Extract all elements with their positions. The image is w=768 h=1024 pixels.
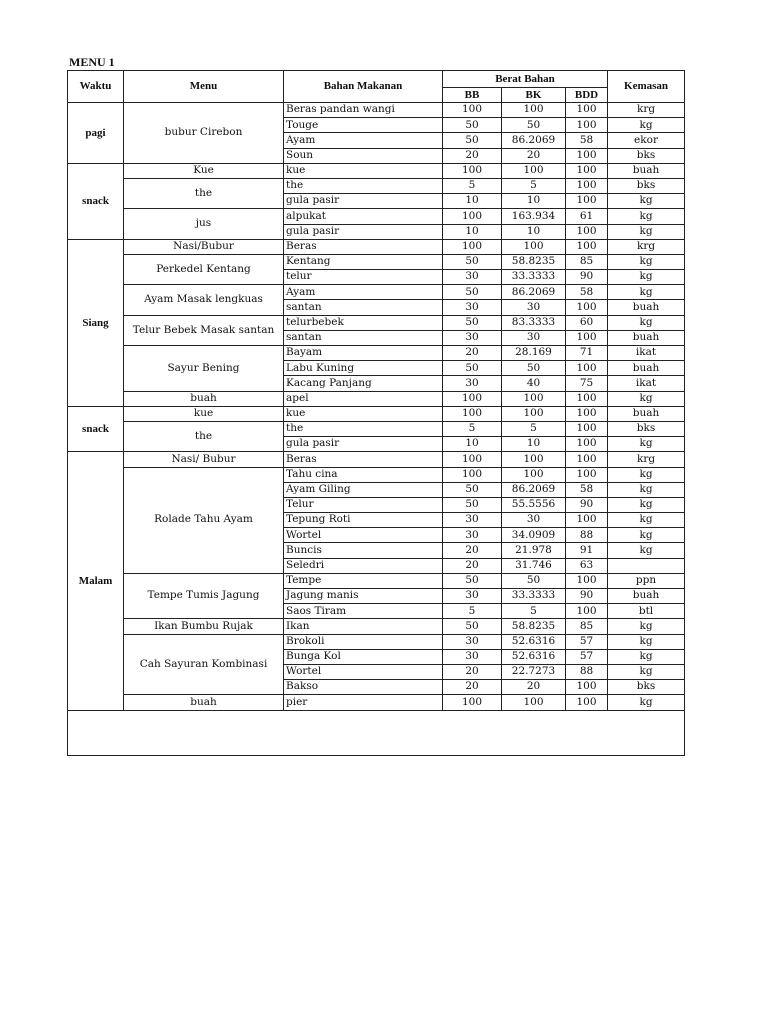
- bdd-cell: 100: [566, 452, 608, 467]
- kemasan-cell: kg: [608, 254, 685, 269]
- bahan-cell: Touge: [284, 118, 443, 133]
- bahan-cell: Brokoli: [284, 634, 443, 649]
- menu-cell: kue: [124, 406, 284, 421]
- kemasan-cell: ekor: [608, 133, 685, 148]
- bdd-cell: 100: [566, 406, 608, 421]
- bk-cell: 28.169: [502, 346, 566, 361]
- bahan-cell: gula pasir: [284, 437, 443, 452]
- bdd-cell: 91: [566, 543, 608, 558]
- bb-cell: 20: [443, 558, 502, 573]
- bk-cell: 52.6316: [502, 649, 566, 664]
- bb-cell: 30: [443, 376, 502, 391]
- header-kemasan: Kemasan: [608, 71, 685, 103]
- bahan-cell: Tempe: [284, 573, 443, 588]
- bb-cell: 10: [443, 437, 502, 452]
- kemasan-cell: kg: [608, 391, 685, 406]
- table-row: [68, 285, 685, 300]
- bb-cell: 100: [443, 391, 502, 406]
- kemasan-cell: bks: [608, 421, 685, 436]
- bb-cell: 30: [443, 300, 502, 315]
- kemasan-cell: kg: [608, 194, 685, 209]
- bb-cell: 20: [443, 148, 502, 163]
- table-row: [68, 254, 685, 269]
- bahan-cell: telur: [284, 270, 443, 285]
- bdd-cell: 100: [566, 604, 608, 619]
- bk-cell: 30: [502, 513, 566, 528]
- bdd-cell: 100: [566, 194, 608, 209]
- bb-cell: 100: [443, 406, 502, 421]
- table-row: [68, 178, 685, 193]
- kemasan-cell: kg: [608, 528, 685, 543]
- bb-cell: 100: [443, 209, 502, 224]
- bahan-cell: Ayam: [284, 133, 443, 148]
- bk-cell: 100: [502, 467, 566, 482]
- bahan-cell: Jagung manis: [284, 589, 443, 604]
- bk-cell: 21.978: [502, 543, 566, 558]
- bahan-cell: Beras: [284, 239, 443, 254]
- bb-cell: 30: [443, 513, 502, 528]
- table-row: [68, 634, 685, 649]
- bb-cell: 30: [443, 649, 502, 664]
- bahan-cell: gula pasir: [284, 194, 443, 209]
- bahan-cell: the: [284, 421, 443, 436]
- bk-cell: 31.746: [502, 558, 566, 573]
- bdd-cell: 85: [566, 254, 608, 269]
- bb-cell: 100: [443, 103, 502, 118]
- header-bahan: Bahan Makanan: [284, 71, 443, 103]
- kemasan-cell: krg: [608, 103, 685, 118]
- bdd-cell: 58: [566, 285, 608, 300]
- bahan-cell: apel: [284, 391, 443, 406]
- bahan-cell: Ayam Giling: [284, 482, 443, 497]
- bdd-cell: 63: [566, 558, 608, 573]
- table-row: [68, 452, 685, 467]
- bb-cell: 5: [443, 604, 502, 619]
- menu-cell: Rolade Tahu Ayam: [124, 467, 284, 573]
- bahan-cell: Wortel: [284, 664, 443, 679]
- bb-cell: 100: [443, 452, 502, 467]
- menu-cell: Perkedel Kentang: [124, 254, 284, 284]
- bb-cell: 50: [443, 118, 502, 133]
- bb-cell: 10: [443, 224, 502, 239]
- bk-cell: 100: [502, 391, 566, 406]
- bdd-cell: 100: [566, 391, 608, 406]
- bk-cell: 5: [502, 604, 566, 619]
- kemasan-cell: kg: [608, 467, 685, 482]
- kemasan-cell: kg: [608, 224, 685, 239]
- bk-cell: 100: [502, 103, 566, 118]
- bdd-cell: 100: [566, 361, 608, 376]
- waktu-cell: pagi: [68, 103, 124, 164]
- table-body: [68, 103, 685, 756]
- menu-cell: Telur Bebek Masak santan: [124, 315, 284, 345]
- bk-cell: 100: [502, 452, 566, 467]
- kemasan-cell: btl: [608, 604, 685, 619]
- bahan-cell: Bayam: [284, 346, 443, 361]
- bdd-cell: 100: [566, 421, 608, 436]
- bk-cell: 86.2069: [502, 482, 566, 497]
- bk-cell: 163.934: [502, 209, 566, 224]
- bk-cell: 34.0909: [502, 528, 566, 543]
- bb-cell: 30: [443, 330, 502, 345]
- bk-cell: 50: [502, 573, 566, 588]
- bahan-cell: the: [284, 178, 443, 193]
- kemasan-cell: kg: [608, 513, 685, 528]
- bdd-cell: 100: [566, 695, 608, 710]
- kemasan-cell: kg: [608, 695, 685, 710]
- kemasan-cell: buah: [608, 406, 685, 421]
- bahan-cell: Tepung Roti: [284, 513, 443, 528]
- bb-cell: 30: [443, 270, 502, 285]
- kemasan-cell: krg: [608, 452, 685, 467]
- table-row: [68, 619, 685, 634]
- bb-cell: 50: [443, 361, 502, 376]
- bb-cell: 50: [443, 497, 502, 512]
- bb-cell: 50: [443, 573, 502, 588]
- kemasan-cell: kg: [608, 619, 685, 634]
- bk-cell: 58.8235: [502, 254, 566, 269]
- menu-table: [67, 70, 685, 756]
- menu-cell: Ayam Masak lengkuas: [124, 285, 284, 315]
- bahan-cell: Beras: [284, 452, 443, 467]
- bk-cell: 58.8235: [502, 619, 566, 634]
- bahan-cell: telurbebek: [284, 315, 443, 330]
- table-row: [68, 421, 685, 436]
- menu-cell: Sayur Bening: [124, 346, 284, 392]
- bb-cell: 30: [443, 528, 502, 543]
- bb-cell: 30: [443, 589, 502, 604]
- kemasan-cell: buah: [608, 163, 685, 178]
- kemasan-cell: bks: [608, 148, 685, 163]
- bk-cell: 33.3333: [502, 270, 566, 285]
- kemasan-cell: buah: [608, 361, 685, 376]
- bdd-cell: 100: [566, 224, 608, 239]
- bdd-cell: 100: [566, 680, 608, 695]
- bahan-cell: Telur: [284, 497, 443, 512]
- bdd-cell: 85: [566, 619, 608, 634]
- bb-cell: 100: [443, 239, 502, 254]
- kemasan-cell: kg: [608, 634, 685, 649]
- bk-cell: 10: [502, 224, 566, 239]
- waktu-cell: snack: [68, 163, 124, 239]
- kemasan-cell: kg: [608, 482, 685, 497]
- bahan-cell: Labu Kuning: [284, 361, 443, 376]
- header-menu: Menu: [124, 71, 284, 103]
- table-row: [68, 103, 685, 118]
- waktu-cell: snack: [68, 406, 124, 452]
- kemasan-cell: ikat: [608, 376, 685, 391]
- bk-cell: 86.2069: [502, 285, 566, 300]
- bahan-cell: Ikan: [284, 619, 443, 634]
- bb-cell: 50: [443, 315, 502, 330]
- table-row: [68, 346, 685, 361]
- bahan-cell: Bakso: [284, 680, 443, 695]
- bdd-cell: 100: [566, 118, 608, 133]
- table-row: [68, 467, 685, 482]
- bahan-cell: Saos Tiram: [284, 604, 443, 619]
- bb-cell: 5: [443, 178, 502, 193]
- bdd-cell: 71: [566, 346, 608, 361]
- bb-cell: 100: [443, 695, 502, 710]
- bk-cell: 100: [502, 695, 566, 710]
- kemasan-cell: kg: [608, 209, 685, 224]
- bk-cell: 30: [502, 300, 566, 315]
- bahan-cell: Beras pandan wangi: [284, 103, 443, 118]
- bk-cell: 30: [502, 330, 566, 345]
- kemasan-cell: bks: [608, 680, 685, 695]
- bb-cell: 50: [443, 285, 502, 300]
- bk-cell: 20: [502, 680, 566, 695]
- kemasan-cell: ikat: [608, 346, 685, 361]
- menu-cell: Nasi/Bubur: [124, 239, 284, 254]
- bb-cell: 20: [443, 543, 502, 558]
- menu-cell: buah: [124, 391, 284, 406]
- kemasan-cell: kg: [608, 270, 685, 285]
- bk-cell: 50: [502, 118, 566, 133]
- bdd-cell: 61: [566, 209, 608, 224]
- bk-cell: 10: [502, 194, 566, 209]
- bb-cell: 100: [443, 163, 502, 178]
- bk-cell: 86.2069: [502, 133, 566, 148]
- bdd-cell: 88: [566, 528, 608, 543]
- bdd-cell: 57: [566, 649, 608, 664]
- bdd-cell: 100: [566, 300, 608, 315]
- bb-cell: 20: [443, 346, 502, 361]
- kemasan-cell: bks: [608, 178, 685, 193]
- bahan-cell: kue: [284, 406, 443, 421]
- bk-cell: 33.3333: [502, 589, 566, 604]
- kemasan-cell: [608, 558, 685, 573]
- bahan-cell: pier: [284, 695, 443, 710]
- table-row: [68, 573, 685, 588]
- bdd-cell: 58: [566, 133, 608, 148]
- header-bdd: BDD: [566, 88, 608, 103]
- bb-cell: 50: [443, 133, 502, 148]
- page-title: MENU 1: [69, 55, 115, 69]
- bk-cell: 20: [502, 148, 566, 163]
- kemasan-cell: buah: [608, 330, 685, 345]
- kemasan-cell: kg: [608, 315, 685, 330]
- bahan-cell: Buncis: [284, 543, 443, 558]
- kemasan-cell: kg: [608, 118, 685, 133]
- bdd-cell: 57: [566, 634, 608, 649]
- bahan-cell: kue: [284, 163, 443, 178]
- bk-cell: 50: [502, 361, 566, 376]
- kemasan-cell: buah: [608, 300, 685, 315]
- bahan-cell: Seledri: [284, 558, 443, 573]
- bdd-cell: 58: [566, 482, 608, 497]
- kemasan-cell: kg: [608, 543, 685, 558]
- menu-cell: Ikan Bumbu Rujak: [124, 619, 284, 634]
- bk-cell: 83.3333: [502, 315, 566, 330]
- bk-cell: 52.6316: [502, 634, 566, 649]
- bdd-cell: 60: [566, 315, 608, 330]
- menu-cell: bubur Cirebon: [124, 103, 284, 164]
- bk-cell: 40: [502, 376, 566, 391]
- bahan-cell: santan: [284, 300, 443, 315]
- bdd-cell: 100: [566, 103, 608, 118]
- bk-cell: 100: [502, 239, 566, 254]
- bdd-cell: 100: [566, 239, 608, 254]
- bdd-cell: 100: [566, 163, 608, 178]
- menu-cell: Cah Sayuran Kombinasi: [124, 634, 284, 695]
- bk-cell: 55.5556: [502, 497, 566, 512]
- bk-cell: 100: [502, 406, 566, 421]
- table-row: [68, 209, 685, 224]
- kemasan-cell: kg: [608, 497, 685, 512]
- bk-cell: 22.7273: [502, 664, 566, 679]
- bahan-cell: gula pasir: [284, 224, 443, 239]
- bdd-cell: 100: [566, 467, 608, 482]
- table-row: [68, 239, 685, 254]
- bb-cell: 20: [443, 664, 502, 679]
- bahan-cell: Wortel: [284, 528, 443, 543]
- bahan-cell: Kentang: [284, 254, 443, 269]
- bahan-cell: santan: [284, 330, 443, 345]
- header-bk: BK: [502, 88, 566, 103]
- bb-cell: 50: [443, 482, 502, 497]
- kemasan-cell: kg: [608, 664, 685, 679]
- bb-cell: 5: [443, 421, 502, 436]
- kemasan-cell: buah: [608, 589, 685, 604]
- header-berat-bahan: Berat Bahan: [443, 71, 608, 88]
- bdd-cell: 100: [566, 573, 608, 588]
- bahan-cell: Tahu cina: [284, 467, 443, 482]
- menu-cell: buah: [124, 695, 284, 710]
- bb-cell: 100: [443, 467, 502, 482]
- bdd-cell: 100: [566, 178, 608, 193]
- kemasan-cell: kg: [608, 285, 685, 300]
- table-row: [68, 391, 685, 406]
- waktu-cell: Siang: [68, 239, 124, 406]
- kemasan-cell: kg: [608, 437, 685, 452]
- bb-cell: 50: [443, 619, 502, 634]
- menu-cell: Tempe Tumis Jagung: [124, 573, 284, 619]
- bdd-cell: 90: [566, 497, 608, 512]
- kemasan-cell: krg: [608, 239, 685, 254]
- empty-footer-row: [68, 710, 685, 755]
- bk-cell: 100: [502, 163, 566, 178]
- menu-cell: the: [124, 178, 284, 208]
- bahan-cell: Bunga Kol: [284, 649, 443, 664]
- menu-cell: Kue: [124, 163, 284, 178]
- bb-cell: 10: [443, 194, 502, 209]
- table-row: [68, 315, 685, 330]
- bk-cell: 5: [502, 421, 566, 436]
- menu-cell: the: [124, 421, 284, 451]
- bk-cell: 10: [502, 437, 566, 452]
- menu-cell: Nasi/ Bubur: [124, 452, 284, 467]
- bdd-cell: 100: [566, 148, 608, 163]
- kemasan-cell: kg: [608, 649, 685, 664]
- empty-footer-cell: [68, 710, 685, 755]
- table-row: [68, 406, 685, 421]
- bdd-cell: 90: [566, 589, 608, 604]
- bdd-cell: 88: [566, 664, 608, 679]
- bb-cell: 50: [443, 254, 502, 269]
- bdd-cell: 75: [566, 376, 608, 391]
- bahan-cell: alpukat: [284, 209, 443, 224]
- bahan-cell: Ayam: [284, 285, 443, 300]
- menu-cell: jus: [124, 209, 284, 239]
- bdd-cell: 90: [566, 270, 608, 285]
- bdd-cell: 100: [566, 437, 608, 452]
- bdd-cell: 100: [566, 513, 608, 528]
- bahan-cell: Soun: [284, 148, 443, 163]
- kemasan-cell: ppn: [608, 573, 685, 588]
- table-row: [68, 163, 685, 178]
- header-bb: BB: [443, 88, 502, 103]
- bb-cell: 30: [443, 634, 502, 649]
- waktu-cell: Malam: [68, 452, 124, 710]
- header-waktu: Waktu: [68, 71, 124, 103]
- bb-cell: 20: [443, 680, 502, 695]
- table-row: [68, 695, 685, 710]
- bahan-cell: Kacang Panjang: [284, 376, 443, 391]
- bk-cell: 5: [502, 178, 566, 193]
- bdd-cell: 100: [566, 330, 608, 345]
